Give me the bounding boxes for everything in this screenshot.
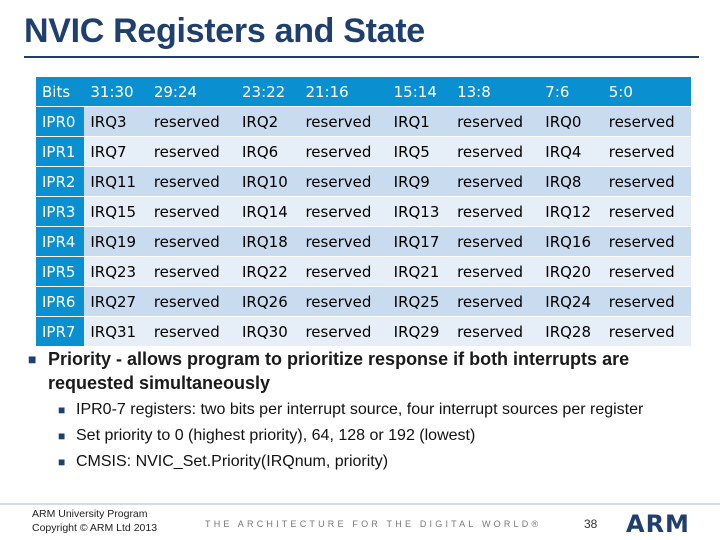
table-row — [36, 197, 691, 227]
table-cell: IRQ6 — [236, 137, 299, 167]
register-name-cell: IPR7 — [36, 317, 84, 347]
table-cell: reserved — [148, 227, 236, 257]
slide-footer — [0, 503, 720, 540]
table-cell: IRQ5 — [388, 137, 451, 167]
priority-register-table — [36, 77, 691, 347]
table-cell: IRQ21 — [388, 257, 451, 287]
register-name-cell: IPR0 — [36, 107, 84, 137]
table-row — [36, 317, 691, 347]
table-cell: IRQ17 — [388, 227, 451, 257]
table-cell: IRQ7 — [84, 137, 147, 167]
bullet-square-icon: ■ — [58, 429, 66, 443]
bullet-sub-text: IPR0-7 registers: two bits per interrupt source, four interrupt sources per register — [76, 401, 644, 418]
table-cell: reserved — [299, 227, 387, 257]
table-row — [36, 137, 691, 167]
table-cell: reserved — [148, 287, 236, 317]
table-cell: reserved — [148, 107, 236, 137]
table-cell: IRQ9 — [388, 167, 451, 197]
table-header-cell: 15:14 — [388, 77, 451, 107]
table-cell: IRQ15 — [84, 197, 147, 227]
register-name-cell: IPR1 — [36, 137, 84, 167]
bullet-square-icon: ■ — [58, 403, 66, 417]
table-cell: reserved — [148, 137, 236, 167]
table-header-cell: 5:0 — [603, 77, 691, 107]
table-cell: reserved — [451, 167, 539, 197]
footer-org — [32, 507, 157, 535]
table-cell: IRQ27 — [84, 287, 147, 317]
table-row — [36, 167, 691, 197]
table-cell: reserved — [451, 257, 539, 287]
bullet-main-text: Priority - allows program to prioritize response if both interrupts are requested simultaneously — [48, 349, 630, 393]
title-divider — [24, 56, 699, 58]
footer-tagline: THE ARCHITECTURE FOR THE DIGITAL WORLD® — [205, 519, 542, 529]
table-cell: IRQ29 — [388, 317, 451, 347]
table-cell: IRQ4 — [539, 137, 602, 167]
table-cell: reserved — [299, 287, 387, 317]
table-cell: IRQ0 — [539, 107, 602, 137]
table-cell: reserved — [299, 137, 387, 167]
table-cell: IRQ10 — [236, 167, 299, 197]
table-cell: reserved — [603, 197, 691, 227]
table-header-cell: 21:16 — [299, 77, 387, 107]
table-cell: IRQ25 — [388, 287, 451, 317]
table-cell: IRQ23 — [84, 257, 147, 287]
bullet-square-icon: ■ — [28, 351, 37, 367]
table-cell: reserved — [148, 317, 236, 347]
table-cell: reserved — [603, 137, 691, 167]
table-row — [36, 287, 691, 317]
table-cell: IRQ30 — [236, 317, 299, 347]
table-cell: reserved — [299, 197, 387, 227]
table-cell: IRQ1 — [388, 107, 451, 137]
table-cell: reserved — [603, 107, 691, 137]
table-cell: IRQ14 — [236, 197, 299, 227]
table-cell: reserved — [451, 197, 539, 227]
bullet-sub-text: CMSIS: NVIC_Set.Priority(IRQnum, priority) — [76, 453, 389, 470]
table-cell: reserved — [451, 227, 539, 257]
table-cell: reserved — [299, 257, 387, 287]
table-cell: IRQ16 — [539, 227, 602, 257]
table-cell: reserved — [603, 317, 691, 347]
bullet-square-icon: ■ — [58, 455, 66, 469]
table-header-cell: 23:22 — [236, 77, 299, 107]
table-cell: IRQ8 — [539, 167, 602, 197]
table-header-cell: Bits — [36, 77, 84, 107]
table-cell: IRQ19 — [84, 227, 147, 257]
bullet-sub-3 — [58, 451, 708, 473]
table-cell: reserved — [451, 317, 539, 347]
table-cell: IRQ28 — [539, 317, 602, 347]
register-name-cell: IPR5 — [36, 257, 84, 287]
bullet-list — [28, 347, 708, 473]
bullet-main — [28, 347, 708, 395]
table-cell: IRQ22 — [236, 257, 299, 287]
table-header-cell: 13:8 — [451, 77, 539, 107]
table-cell: IRQ24 — [539, 287, 602, 317]
table-cell: reserved — [299, 167, 387, 197]
table-cell: IRQ31 — [84, 317, 147, 347]
table-row — [36, 257, 691, 287]
table-cell: reserved — [451, 287, 539, 317]
table-cell: IRQ26 — [236, 287, 299, 317]
footer-divider — [0, 503, 720, 505]
table-cell: reserved — [451, 137, 539, 167]
table-cell: IRQ11 — [84, 167, 147, 197]
table-header-row — [36, 77, 691, 107]
register-name-cell: IPR4 — [36, 227, 84, 257]
table-cell: reserved — [299, 317, 387, 347]
table-cell: IRQ13 — [388, 197, 451, 227]
table-cell: IRQ18 — [236, 227, 299, 257]
table-header-cell: 7:6 — [539, 77, 602, 107]
footer-org-line1: ARM University Program — [32, 508, 148, 520]
footer-org-line2: Copyright © ARM Ltd 2013 — [32, 522, 158, 534]
arm-logo-icon: ARM — [626, 510, 690, 538]
bullet-sub-1 — [58, 399, 708, 421]
table-cell: reserved — [603, 287, 691, 317]
table-cell: reserved — [603, 167, 691, 197]
table-row — [36, 227, 691, 257]
register-name-cell: IPR2 — [36, 167, 84, 197]
table-cell: IRQ20 — [539, 257, 602, 287]
table-cell: reserved — [603, 257, 691, 287]
bullet-sub-text: Set priority to 0 (highest priority), 64, 128 or 192 (lowest) — [76, 427, 476, 444]
register-name-cell: IPR6 — [36, 287, 84, 317]
table-cell: reserved — [603, 227, 691, 257]
table-cell: reserved — [148, 167, 236, 197]
table-header-cell: 29:24 — [148, 77, 236, 107]
table-cell: reserved — [299, 107, 387, 137]
table-header-cell: 31:30 — [84, 77, 147, 107]
table-cell: IRQ3 — [84, 107, 147, 137]
register-name-cell: IPR3 — [36, 197, 84, 227]
table-row — [36, 107, 691, 137]
table-cell: reserved — [148, 257, 236, 287]
page-number: 38 — [584, 517, 598, 531]
table-cell: reserved — [451, 107, 539, 137]
slide-title: NVIC Registers and State — [24, 12, 425, 50]
table-cell: IRQ12 — [539, 197, 602, 227]
table-cell: IRQ2 — [236, 107, 299, 137]
table-cell: reserved — [148, 197, 236, 227]
bullet-sub-2 — [58, 425, 708, 447]
